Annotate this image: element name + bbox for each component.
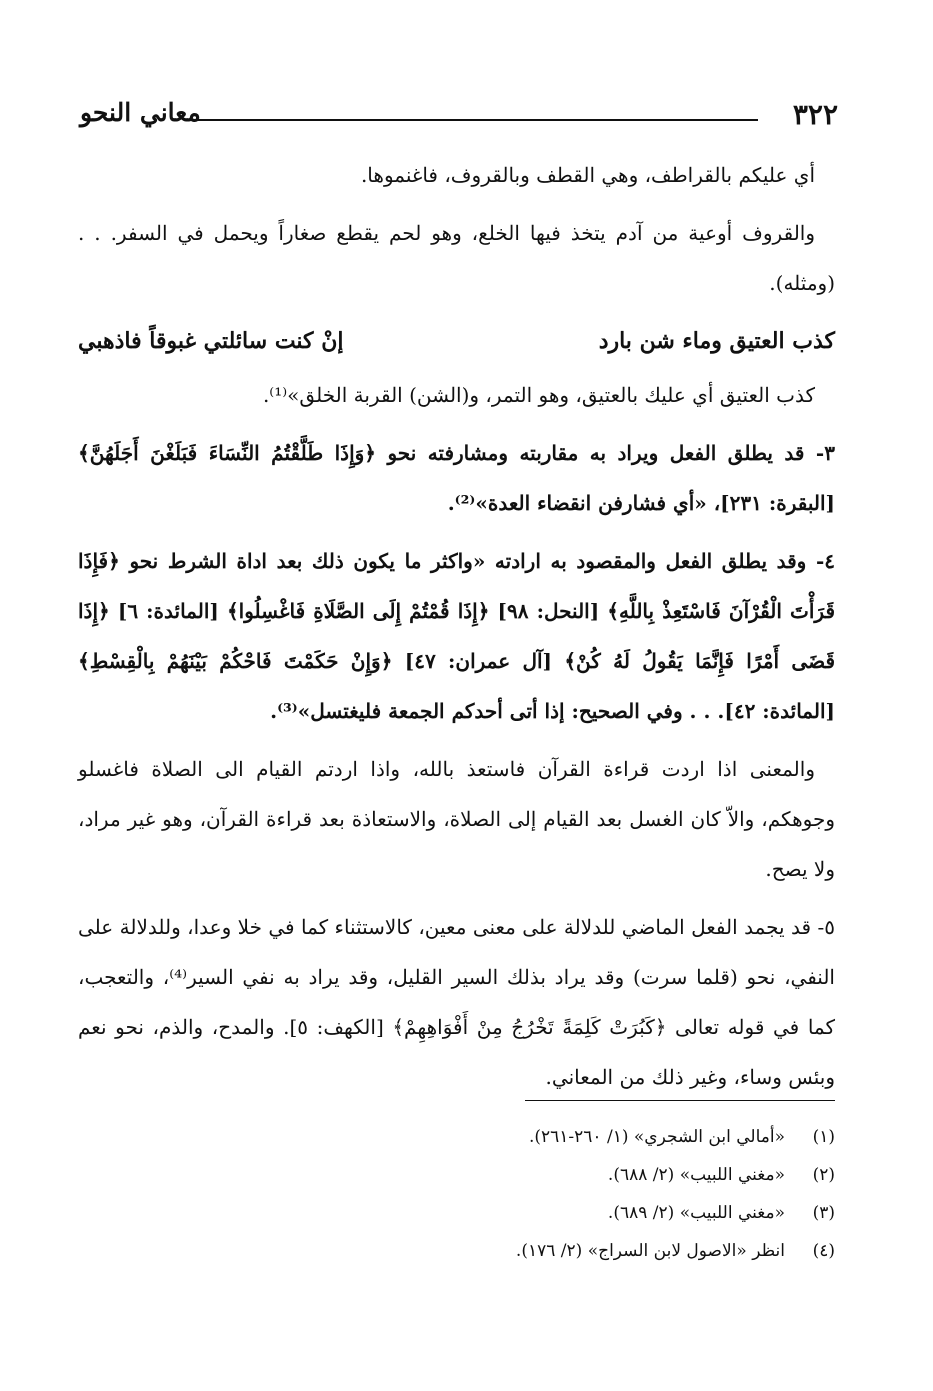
footnote-1 (80, 1118, 835, 1156)
paragraph-1: أي عليكم بالقراطف، وهي القطف وبالقروف، فاغنموها. (360, 163, 815, 187)
paragraph-7: ٥- قد يجمد الفعل الماضي للدلالة على معنى معين، كالاستثناء كما في خلا وعدا، وللدلالة على النفي، نحو (قلما سرت) وقد يراد بذلك السير القليل، وقد يراد به نفي السير⁽⁴⁾، والتعجب، كما في قوله تعالى ﴿كَبُرَتْ كَلِمَةً تَخْرُجُ مِنْ أَفْوَاهِهِمْ﴾ [الكهف: ٥]. والمدح، والذم، نحو نعم وبئس وساء، وغير ذلك من المعاني. (78, 915, 835, 1089)
paragraph-3: كذب العتيق أي عليك بالعتيق، وهو التمر، و(الشن) القربة الخلق»⁽¹⁾. (262, 383, 815, 407)
poetry-verse (78, 316, 835, 366)
footnotes (80, 1118, 835, 1270)
footnote-number: (٣) (812, 1203, 835, 1223)
footnote-number: (١) (812, 1127, 835, 1147)
footnote-number: (٤) (812, 1241, 835, 1261)
book-title: معاني النحو (80, 98, 201, 127)
page-header (80, 92, 838, 136)
paragraph-5: ٤- وقد يطلق الفعل والمقصود به ارادته «واكثر ما يكون ذلك بعد اداة الشرط نحو ﴿فَإِذَا قَرَأْتَ الْقُرْآنَ فَاسْتَعِذْ بِاللَّهِ﴾ [النحل: ٩٨] ﴿إِذَا قُمْتُمْ إِلَى الصَّلَاةِ فَاغْسِلُوا﴾ [المائدة: ٦] ﴿إِذَا قَضَى أَمْرًا فَإِنَّمَا يَقُولُ لَهُ كُنْ﴾ [آل عمران: ٤٧] ﴿وَإِنْ حَكَمْتَ فَاحْكُمْ بَيْنَهُمْ بِالْقِسْطِ﴾ [المائدة: ٤٢]. . . وفي الصحيح: إذا أتى أحدكم الجمعة فليغتسل»⁽³⁾. (78, 549, 836, 723)
paragraph-6: والمعنى اذا اردت قراءة القرآن فاستعذ بالله، واذا اردتم القيام الى الصلاة فاغسلو وجوهكم، والاّ كان الغسل بعد القيام إلى الصلاة، والاستعاذة بعد قراءة القرآن، وهو غير مراد، ولا يصح. (78, 757, 835, 881)
footnote-text: انظر «الاصول لابن السراج» (٢/ ١٧٦). (515, 1241, 785, 1261)
verse-second-hemistich: إنْ كنت سائلتي غبوقاً فاذهبي (78, 328, 344, 354)
footnote-rule (525, 1100, 835, 1101)
header-rule (192, 119, 758, 121)
verse-first-hemistich: كذب العتيق وماء شن بارد (598, 328, 835, 354)
footnote-text: «مغني اللبيب» (٢/ ٦٨٨). (607, 1165, 785, 1185)
page-number: ٣٢٢ (792, 98, 838, 131)
footnote-text: «أمالي ابن الشجري» (١/ ٢٦٠-٢٦١). (528, 1127, 785, 1147)
footnote-4 (80, 1232, 835, 1270)
main-text (78, 150, 835, 1110)
paragraph-4: ٣- قد يطلق الفعل ويراد به مقاربته ومشارفته نحو ﴿وَإِذَا طَلَّقْتُمُ النِّسَاءَ فَبَلَغْنَ أَجَلَهُنَّ﴾ [البقرة: ٢٣١]، «أي فشارفن انقضاء العدة»⁽²⁾. (78, 441, 835, 515)
footnote-number: (٢) (812, 1165, 835, 1185)
footnote-2 (80, 1156, 835, 1194)
footnote-text: «مغني اللبيب» (٢/ ٦٨٩). (607, 1203, 785, 1223)
footnote-3 (80, 1194, 835, 1232)
paragraph-2: والقروف أوعية من آدم يتخذ فيها الخلع، وهو لحم يقطع صغاراً ويحمل في السفر. . . (ومثله). (78, 221, 835, 295)
